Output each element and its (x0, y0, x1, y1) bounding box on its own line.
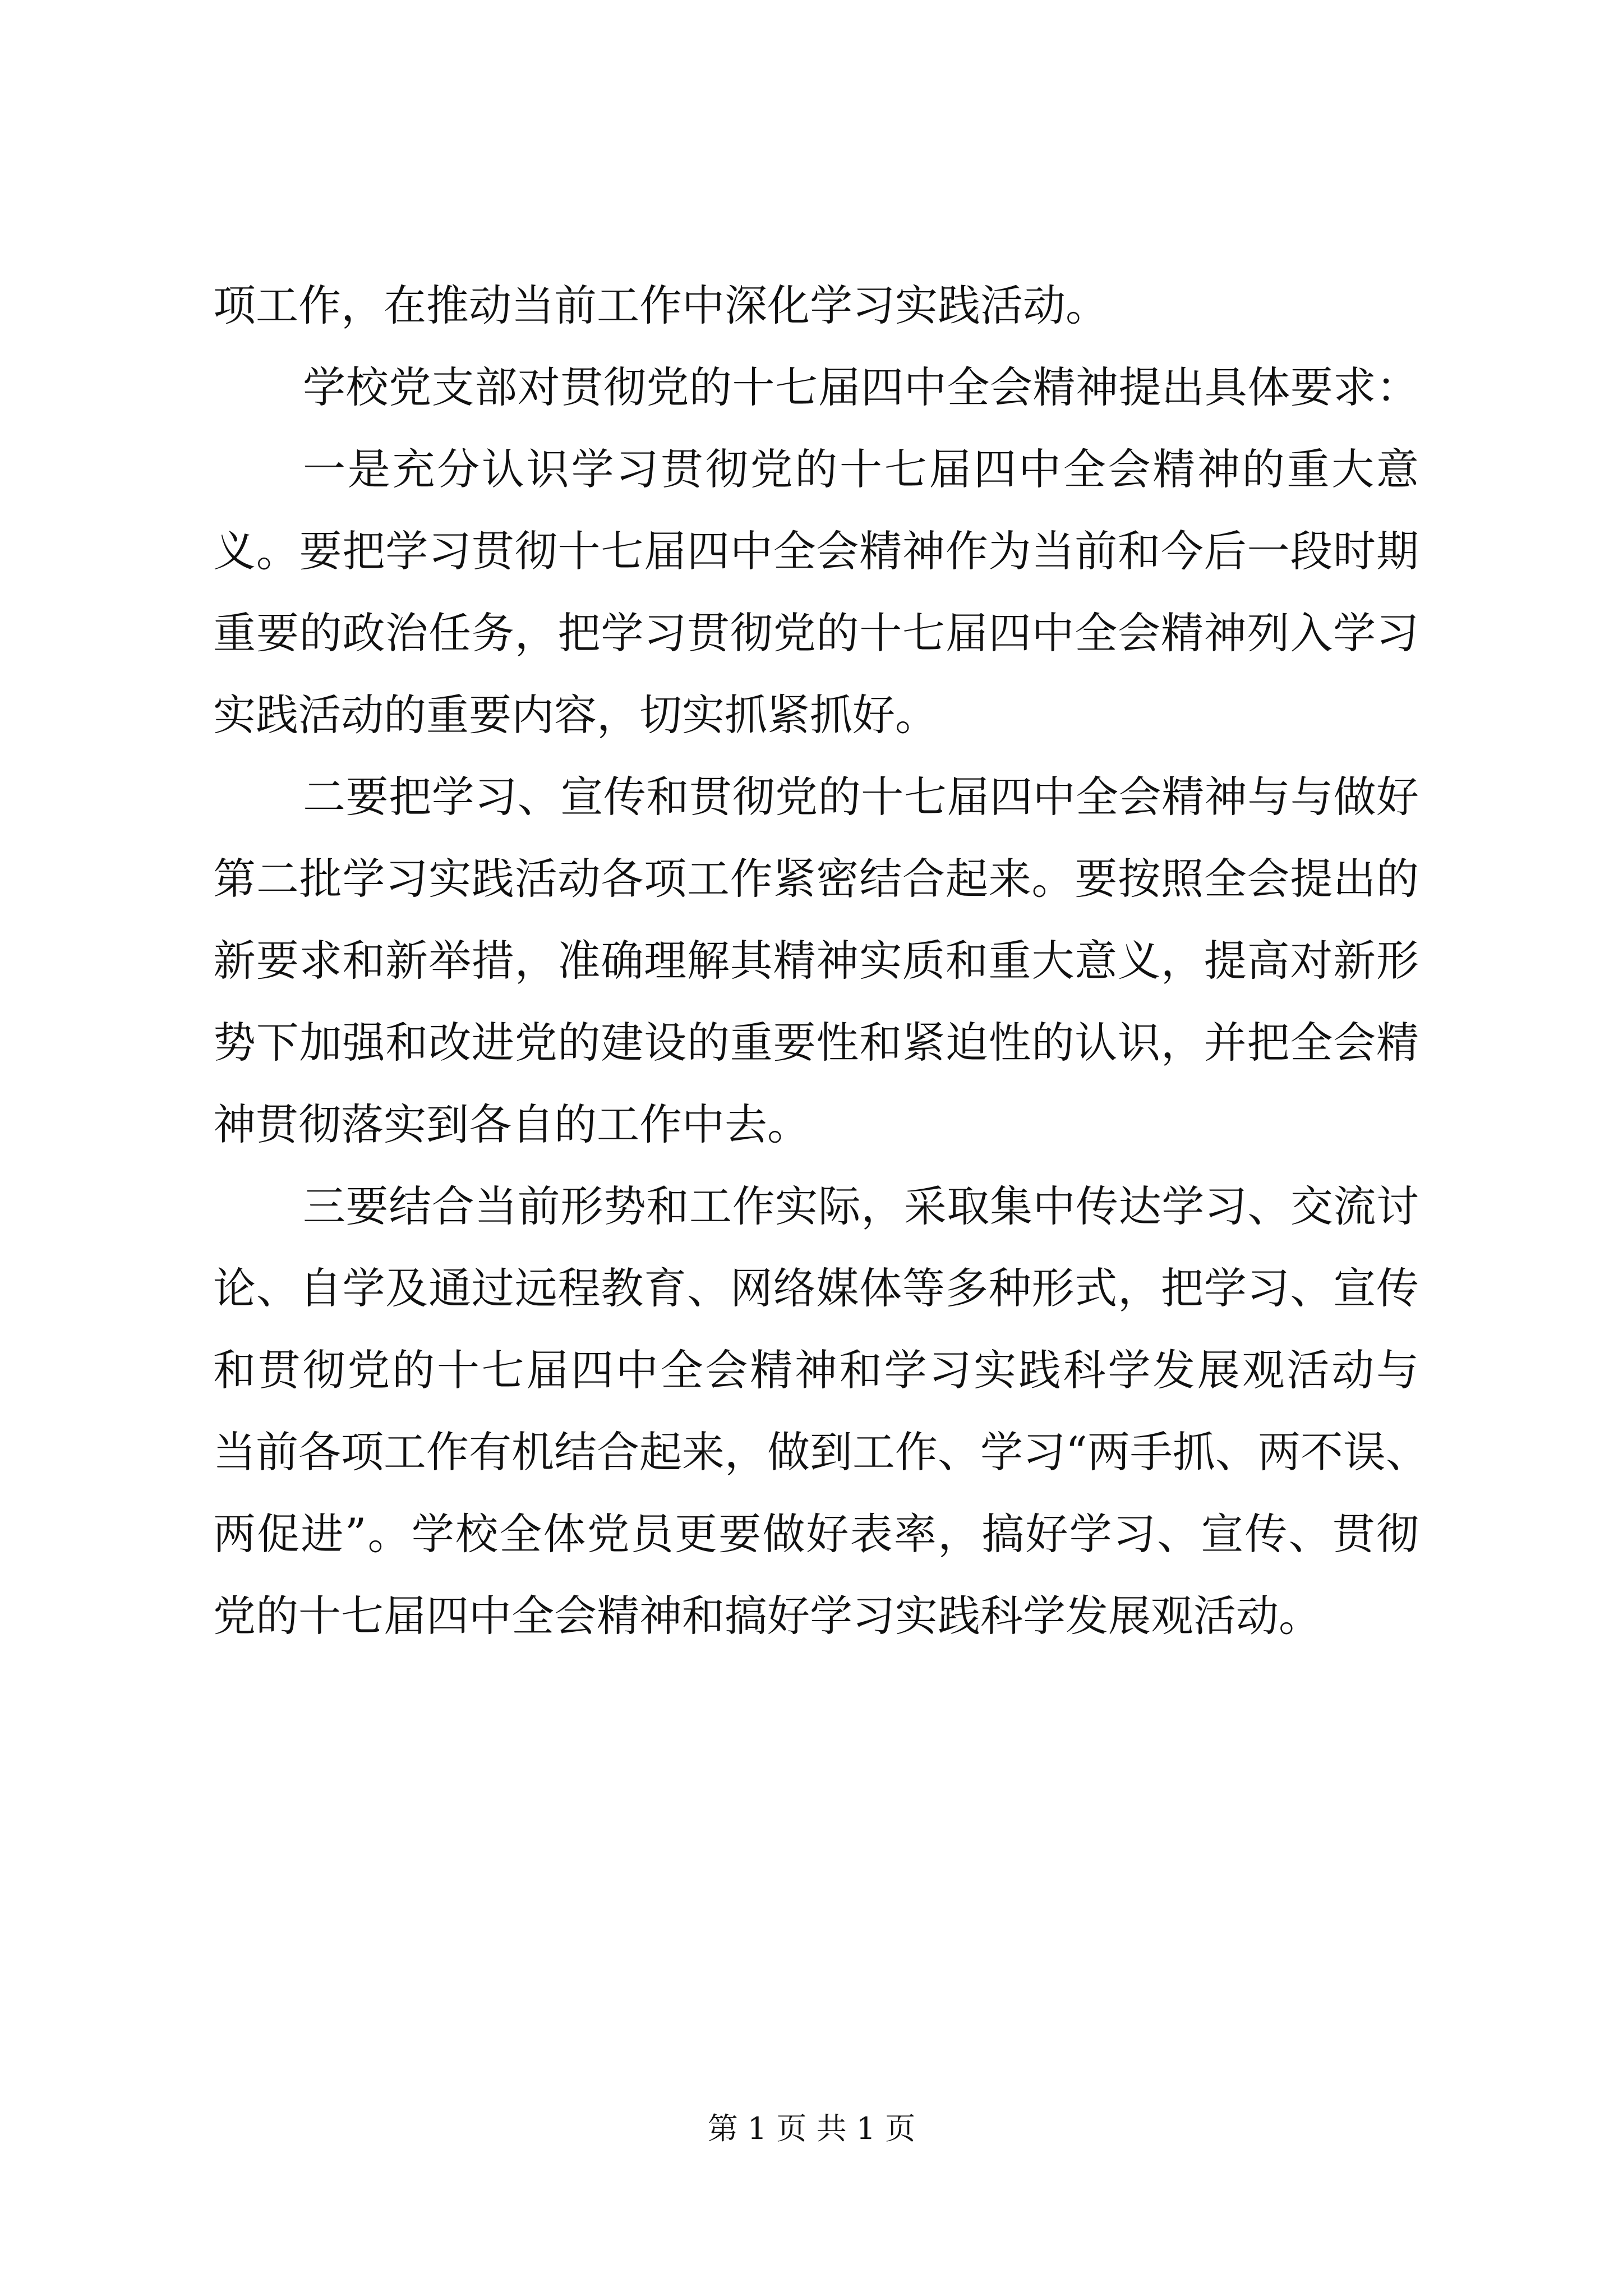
text-line: 实践活动的重要内容，切实抓紧抓好。 (213, 690, 938, 740)
text-line: 新要求和新举措，准确理解其精神实质和重大意义，提高对新形 (213, 936, 1419, 986)
text-line: 党的十七届四中全会精神和搞好学习实践科学发展观活动。 (213, 1591, 1321, 1641)
text-line: 义。要把学习贯彻十七届四中全会精神作为当前和今后一段时期 (213, 526, 1419, 576)
text-line: 学校党支部对贯彻党的十七届四中全会精神提出具体要求： (303, 362, 1419, 412)
page-footer (0, 2109, 1623, 2148)
text-line: 当前各项工作有机结合起来，做到工作、学习“两手抓、两不误、 (213, 1427, 1428, 1477)
text-line: 势下加强和改进党的建设的重要性和紧迫性的认识，并把全会精 (213, 1018, 1419, 1068)
text-line: 论、自学及通过远程教育、网络媒体等多种形式，把学习、宣传 (213, 1263, 1419, 1313)
text-line: 和贯彻党的十七届四中全会精神和学习实践科学发展观活动与 (213, 1345, 1419, 1395)
text-line: 二要把学习、宣传和贯彻党的十七届四中全会精神与与做好 (303, 772, 1419, 822)
text-line: 三要结合当前形势和工作实际，采取集中传达学习、交流讨 (303, 1181, 1419, 1231)
page-number-label: 第 1 页 共 1 页 (707, 2111, 916, 2146)
text-line: 两促进”。学校全体党员更要做好表率，搞好学习、宣传、贯彻 (213, 1509, 1419, 1559)
text-line: 第二批学习实践活动各项工作紧密结合起来。要按照全会提出的 (213, 854, 1419, 904)
text-line: 项工作，在推动当前工作中深化学习实践活动。 (213, 280, 1108, 330)
text-line: 重要的政治任务，把学习贯彻党的十七届四中全会精神列入学习 (213, 608, 1419, 658)
text-line: 一是充分认识学习贯彻党的十七届四中全会精神的重大意 (303, 444, 1419, 494)
document-body (213, 265, 1428, 1657)
text-line: 神贯彻落实到各自的工作中去。 (213, 1099, 810, 1149)
